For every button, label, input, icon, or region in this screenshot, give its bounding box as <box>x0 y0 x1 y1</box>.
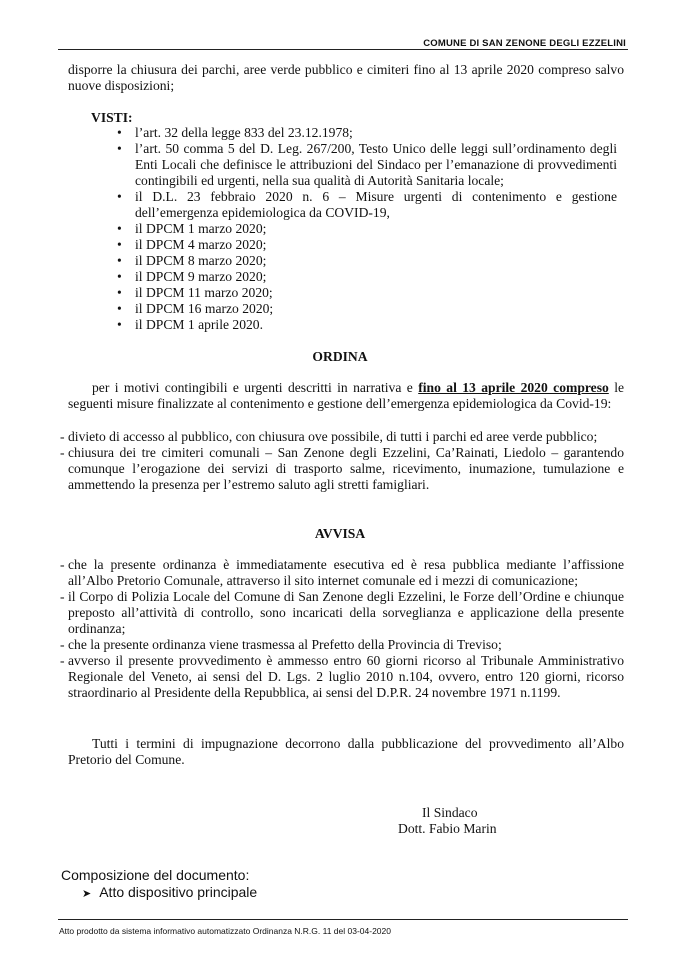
avvisa-item: - che la presente ordinanza è immediatamente esecutiva ed è resa pubblica mediante l’affissione all’Albo Pretorio Comunale, attraverso il sito internet comunale ed i mezzi di comunicazione; <box>60 557 624 588</box>
signature-name: Dott. Fabio Marin <box>398 821 497 836</box>
footer-text: Atto prodotto da sistema informativo automatizzato Ordinanza N.R.G. 11 del 03-04-2020 <box>59 926 391 936</box>
bullet-icon: • <box>117 253 122 268</box>
bullet-icon: • <box>117 301 122 316</box>
visti-item: • il DPCM 4 marzo 2020; <box>117 237 267 252</box>
dash-icon: - <box>60 589 65 604</box>
avvisa-heading: AVVISA <box>314 526 366 541</box>
signature-block <box>398 805 548 837</box>
visti-item: • l’art. 32 della legge 833 del 23.12.1978; <box>117 125 353 140</box>
visti-item: • il D.L. 23 febbraio 2020 n. 6 – Misure urgenti di contenimento e gestione dell’emergenza epidemiologica da COVID-19, <box>117 189 617 220</box>
avvisa-item: - avverso il presente provvedimento è ammesso entro 60 giorni ricorso al Tribunale Amministrativo Regionale del Veneto, ai sensi del D. Lgs. 2 luglio 2010 n.104, ovvero, entro 120 giorni, ricorso straordinario al Presidente della Repubblica, ai sensi del D.P.R. 24 novembre 1971 n.1199. <box>60 653 624 700</box>
bullet-icon: • <box>117 141 122 156</box>
dash-icon: - <box>60 557 65 572</box>
ordina-item: - divieto di accesso al pubblico, con chiusura ove possibile, di tutti i parchi ed aree verde pubblico; <box>60 429 598 444</box>
avvisa-list <box>60 557 624 701</box>
composition-heading: Composizione del documento: <box>61 867 250 883</box>
dash-icon: - <box>60 429 65 444</box>
visti-list <box>117 125 617 333</box>
avvisa-item: - il Corpo di Polizia Locale del Comune di San Zenone degli Ezzelini, le Forze dell’Ordine e chiunque preposto all’attività di controllo, sono incaricati della sorveglianza e applicazione della presente ordinanza; <box>60 589 624 636</box>
header-title: COMUNE DI SAN ZENONE DEGLI EZZELINI <box>423 38 626 49</box>
dash-icon: - <box>60 653 65 668</box>
ordina-list <box>60 429 624 493</box>
visti-item: • l’art. 50 comma 5 del D. Leg. 267/200, Testo Unico delle leggi sull’ordinamento degli Enti Locali che definisce le attribuzioni del Sindaco per l’emanazione di provvedimenti contingibili ed urgenti, nella sua qualità di Autorità Sanitaria locale; <box>117 141 617 188</box>
bullet-icon: • <box>117 237 122 252</box>
visti-item: • il DPCM 1 marzo 2020; <box>117 221 267 236</box>
dash-icon: - <box>60 637 65 652</box>
intro-paragraph: disporre la chiusura dei parchi, aree verde pubblico e cimiteri fino al 13 aprile 2020 compreso salvo nuove disposizioni; <box>68 62 624 93</box>
bullet-icon: • <box>117 125 122 140</box>
ordina-heading: ORDINA <box>312 349 368 364</box>
bullet-icon: • <box>117 221 122 236</box>
header-divider <box>58 49 628 50</box>
footer-divider <box>58 919 628 920</box>
visti-item: • il DPCM 1 aprile 2020. <box>117 317 264 332</box>
avvisa-item: - che la presente ordinanza viene trasmessa al Prefetto della Provincia di Treviso; <box>60 637 502 652</box>
visti-heading: VISTI: <box>91 110 133 125</box>
arrowhead-bullet-icon: ➤ <box>82 888 92 900</box>
ordina-item: - chiusura dei tre cimiteri comunali – San Zenone degli Ezzelini, Ca’Rainati, Liedolo – garantendo comunque l’erogazione dei servizi di trasporto salme, ricevimento, inumazione, tumulazione e ammettendo la presenza per l’estremo saluto agli stretti famigliari. <box>60 445 624 492</box>
ordina-deadline: fino al 13 aprile 2020 compreso <box>418 380 609 395</box>
bullet-icon: • <box>117 285 122 300</box>
composition-item: ➤ Atto dispositivo principale <box>82 884 258 900</box>
avvisa-closing: Tutti i termini di impugnazione decorrono dalla pubblicazione del provvedimento all’Albo Pretorio del Comune. <box>68 736 624 767</box>
visti-item: • il DPCM 11 marzo 2020; <box>117 285 273 300</box>
visti-item: • il DPCM 16 marzo 2020; <box>117 301 274 316</box>
dash-icon: - <box>60 445 65 460</box>
bullet-icon: • <box>117 269 122 284</box>
visti-item: • il DPCM 8 marzo 2020; <box>117 253 267 268</box>
ordina-paragraph: per i motivi contingibili e urgenti descritti in narrativa e fino al 13 aprile 2020 compreso le seguenti misure finalizzate al contenimento e gestione dell’emergenza epidemiologica da Covid-19: <box>68 380 624 411</box>
bullet-icon: • <box>117 317 122 332</box>
signature-role: Il Sindaco <box>422 805 478 820</box>
visti-item: • il DPCM 9 marzo 2020; <box>117 269 267 284</box>
bullet-icon: • <box>117 189 122 204</box>
